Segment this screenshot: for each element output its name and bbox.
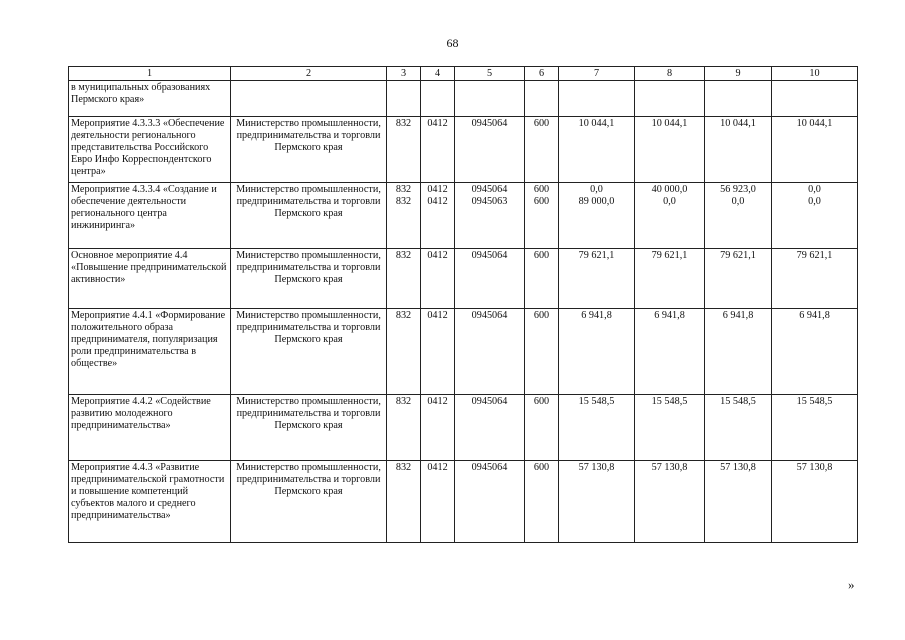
amount-year-4-cell: 6 941,8 <box>772 309 858 395</box>
section-code-cell: 0412 <box>421 461 455 543</box>
column-header-2: 2 <box>231 67 387 81</box>
amount-year-3-cell: 56 923,0 0,0 <box>705 183 772 249</box>
column-header-3: 3 <box>387 67 421 81</box>
table-row <box>69 117 858 183</box>
event-cell: Мероприятие 4.3.3.4 «Создание и обеспечение деятельности регионального центра инжиниринга» <box>69 183 231 249</box>
grbs-code-cell: 832 <box>387 461 421 543</box>
amount-year-2-cell <box>635 81 705 117</box>
amount-year-2-cell: 40 000,0 0,0 <box>635 183 705 249</box>
amount-year-4-cell: 79 621,1 <box>772 249 858 309</box>
page-number: 68 <box>446 36 459 50</box>
event-cell: в муниципальных образованиях Пермского края» <box>69 81 231 117</box>
amount-year-4-cell <box>772 81 858 117</box>
column-header-4: 4 <box>421 67 455 81</box>
event-cell: Основное мероприятие 4.4 «Повышение предпринимательской активности» <box>69 249 231 309</box>
event-cell: Мероприятие 4.4.1 «Формирование положительного образа предпринимателя, популяризация роли предпринимательства в обществе» <box>69 309 231 395</box>
table-row <box>69 183 858 249</box>
event-cell: Мероприятие 4.4.2 «Содействие развитию молодежного предпринимательства» <box>69 395 231 461</box>
grbs-code-cell: 832 <box>387 117 421 183</box>
column-header-9: 9 <box>705 67 772 81</box>
target-article-cell: 0945064 <box>455 249 525 309</box>
amount-year-1-cell <box>559 81 635 117</box>
column-header-1: 1 <box>69 67 231 81</box>
amount-year-1-cell: 10 044,1 <box>559 117 635 183</box>
amount-year-2-cell: 6 941,8 <box>635 309 705 395</box>
amount-year-2-cell: 57 130,8 <box>635 461 705 543</box>
column-header-6: 6 <box>525 67 559 81</box>
closing-quote-mark: » <box>848 577 855 592</box>
grbs-code-cell: 832 <box>387 249 421 309</box>
amount-year-1-cell: 0,0 89 000,0 <box>559 183 635 249</box>
target-article-cell: 0945064 <box>455 117 525 183</box>
table-body <box>69 81 858 543</box>
amount-year-3-cell <box>705 81 772 117</box>
responsible-org-cell: Министерство промышленности, предпринимательства и торговли Пермского края <box>231 249 387 309</box>
section-code-cell: 0412 <box>421 395 455 461</box>
section-code-cell: 0412 <box>421 117 455 183</box>
grbs-code-cell: 832 <box>387 395 421 461</box>
expense-type-cell: 600 <box>525 249 559 309</box>
target-article-cell: 0945064 <box>455 309 525 395</box>
expense-type-cell <box>525 81 559 117</box>
amount-year-3-cell: 15 548,5 <box>705 395 772 461</box>
amount-year-2-cell: 79 621,1 <box>635 249 705 309</box>
expense-type-cell: 600 <box>525 395 559 461</box>
responsible-org-cell: Министерство промышленности, предпринимательства и торговли Пермского края <box>231 395 387 461</box>
column-header-5: 5 <box>455 67 525 81</box>
target-article-cell: 0945064 <box>455 395 525 461</box>
expense-type-cell: 600 <box>525 117 559 183</box>
column-header-10: 10 <box>772 67 858 81</box>
table-row <box>69 249 858 309</box>
header-row <box>69 67 858 81</box>
section-code-cell: 0412 0412 <box>421 183 455 249</box>
amount-year-4-cell: 15 548,5 <box>772 395 858 461</box>
target-article-cell: 0945064 0945063 <box>455 183 525 249</box>
amount-year-4-cell: 57 130,8 <box>772 461 858 543</box>
table-row <box>69 81 858 117</box>
target-article-cell: 0945064 <box>455 461 525 543</box>
responsible-org-cell: Министерство промышленности, предпринимательства и торговли Пермского края <box>231 117 387 183</box>
amount-year-3-cell: 10 044,1 <box>705 117 772 183</box>
responsible-org-cell: Министерство промышленности, предпринимательства и торговли Пермского края <box>231 309 387 395</box>
amount-year-3-cell: 79 621,1 <box>705 249 772 309</box>
amount-year-2-cell: 10 044,1 <box>635 117 705 183</box>
responsible-org-cell: Министерство промышленности, предпринимательства и торговли Пермского края <box>231 183 387 249</box>
section-code-cell: 0412 <box>421 309 455 395</box>
section-code-cell <box>421 81 455 117</box>
column-header-8: 8 <box>635 67 705 81</box>
event-cell: Мероприятие 4.3.3.3 «Обеспечение деятельности регионального представительства Российского Евро Инфо Корреспондентского центра» <box>69 117 231 183</box>
amount-year-2-cell: 15 548,5 <box>635 395 705 461</box>
target-article-cell <box>455 81 525 117</box>
amount-year-4-cell: 0,0 0,0 <box>772 183 858 249</box>
table-row <box>69 395 858 461</box>
amount-year-1-cell: 57 130,8 <box>559 461 635 543</box>
grbs-code-cell: 832 <box>387 309 421 395</box>
responsible-org-cell <box>231 81 387 117</box>
amount-year-3-cell: 57 130,8 <box>705 461 772 543</box>
table-row <box>69 309 858 395</box>
grbs-code-cell: 832 832 <box>387 183 421 249</box>
event-cell: Мероприятие 4.4.3 «Развитие предпринимательской грамотности и повышение компетенций субъектов малого и среднего предпринимательства» <box>69 461 231 543</box>
column-header-7: 7 <box>559 67 635 81</box>
expense-type-cell: 600 600 <box>525 183 559 249</box>
section-code-cell: 0412 <box>421 249 455 309</box>
amount-year-1-cell: 79 621,1 <box>559 249 635 309</box>
amount-year-4-cell: 10 044,1 <box>772 117 858 183</box>
amount-year-1-cell: 6 941,8 <box>559 309 635 395</box>
table-row <box>69 461 858 543</box>
amount-year-3-cell: 6 941,8 <box>705 309 772 395</box>
expense-type-cell: 600 <box>525 309 559 395</box>
budget-table <box>68 66 858 543</box>
amount-year-1-cell: 15 548,5 <box>559 395 635 461</box>
grbs-code-cell <box>387 81 421 117</box>
expense-type-cell: 600 <box>525 461 559 543</box>
responsible-org-cell: Министерство промышленности, предпринимательства и торговли Пермского края <box>231 461 387 543</box>
